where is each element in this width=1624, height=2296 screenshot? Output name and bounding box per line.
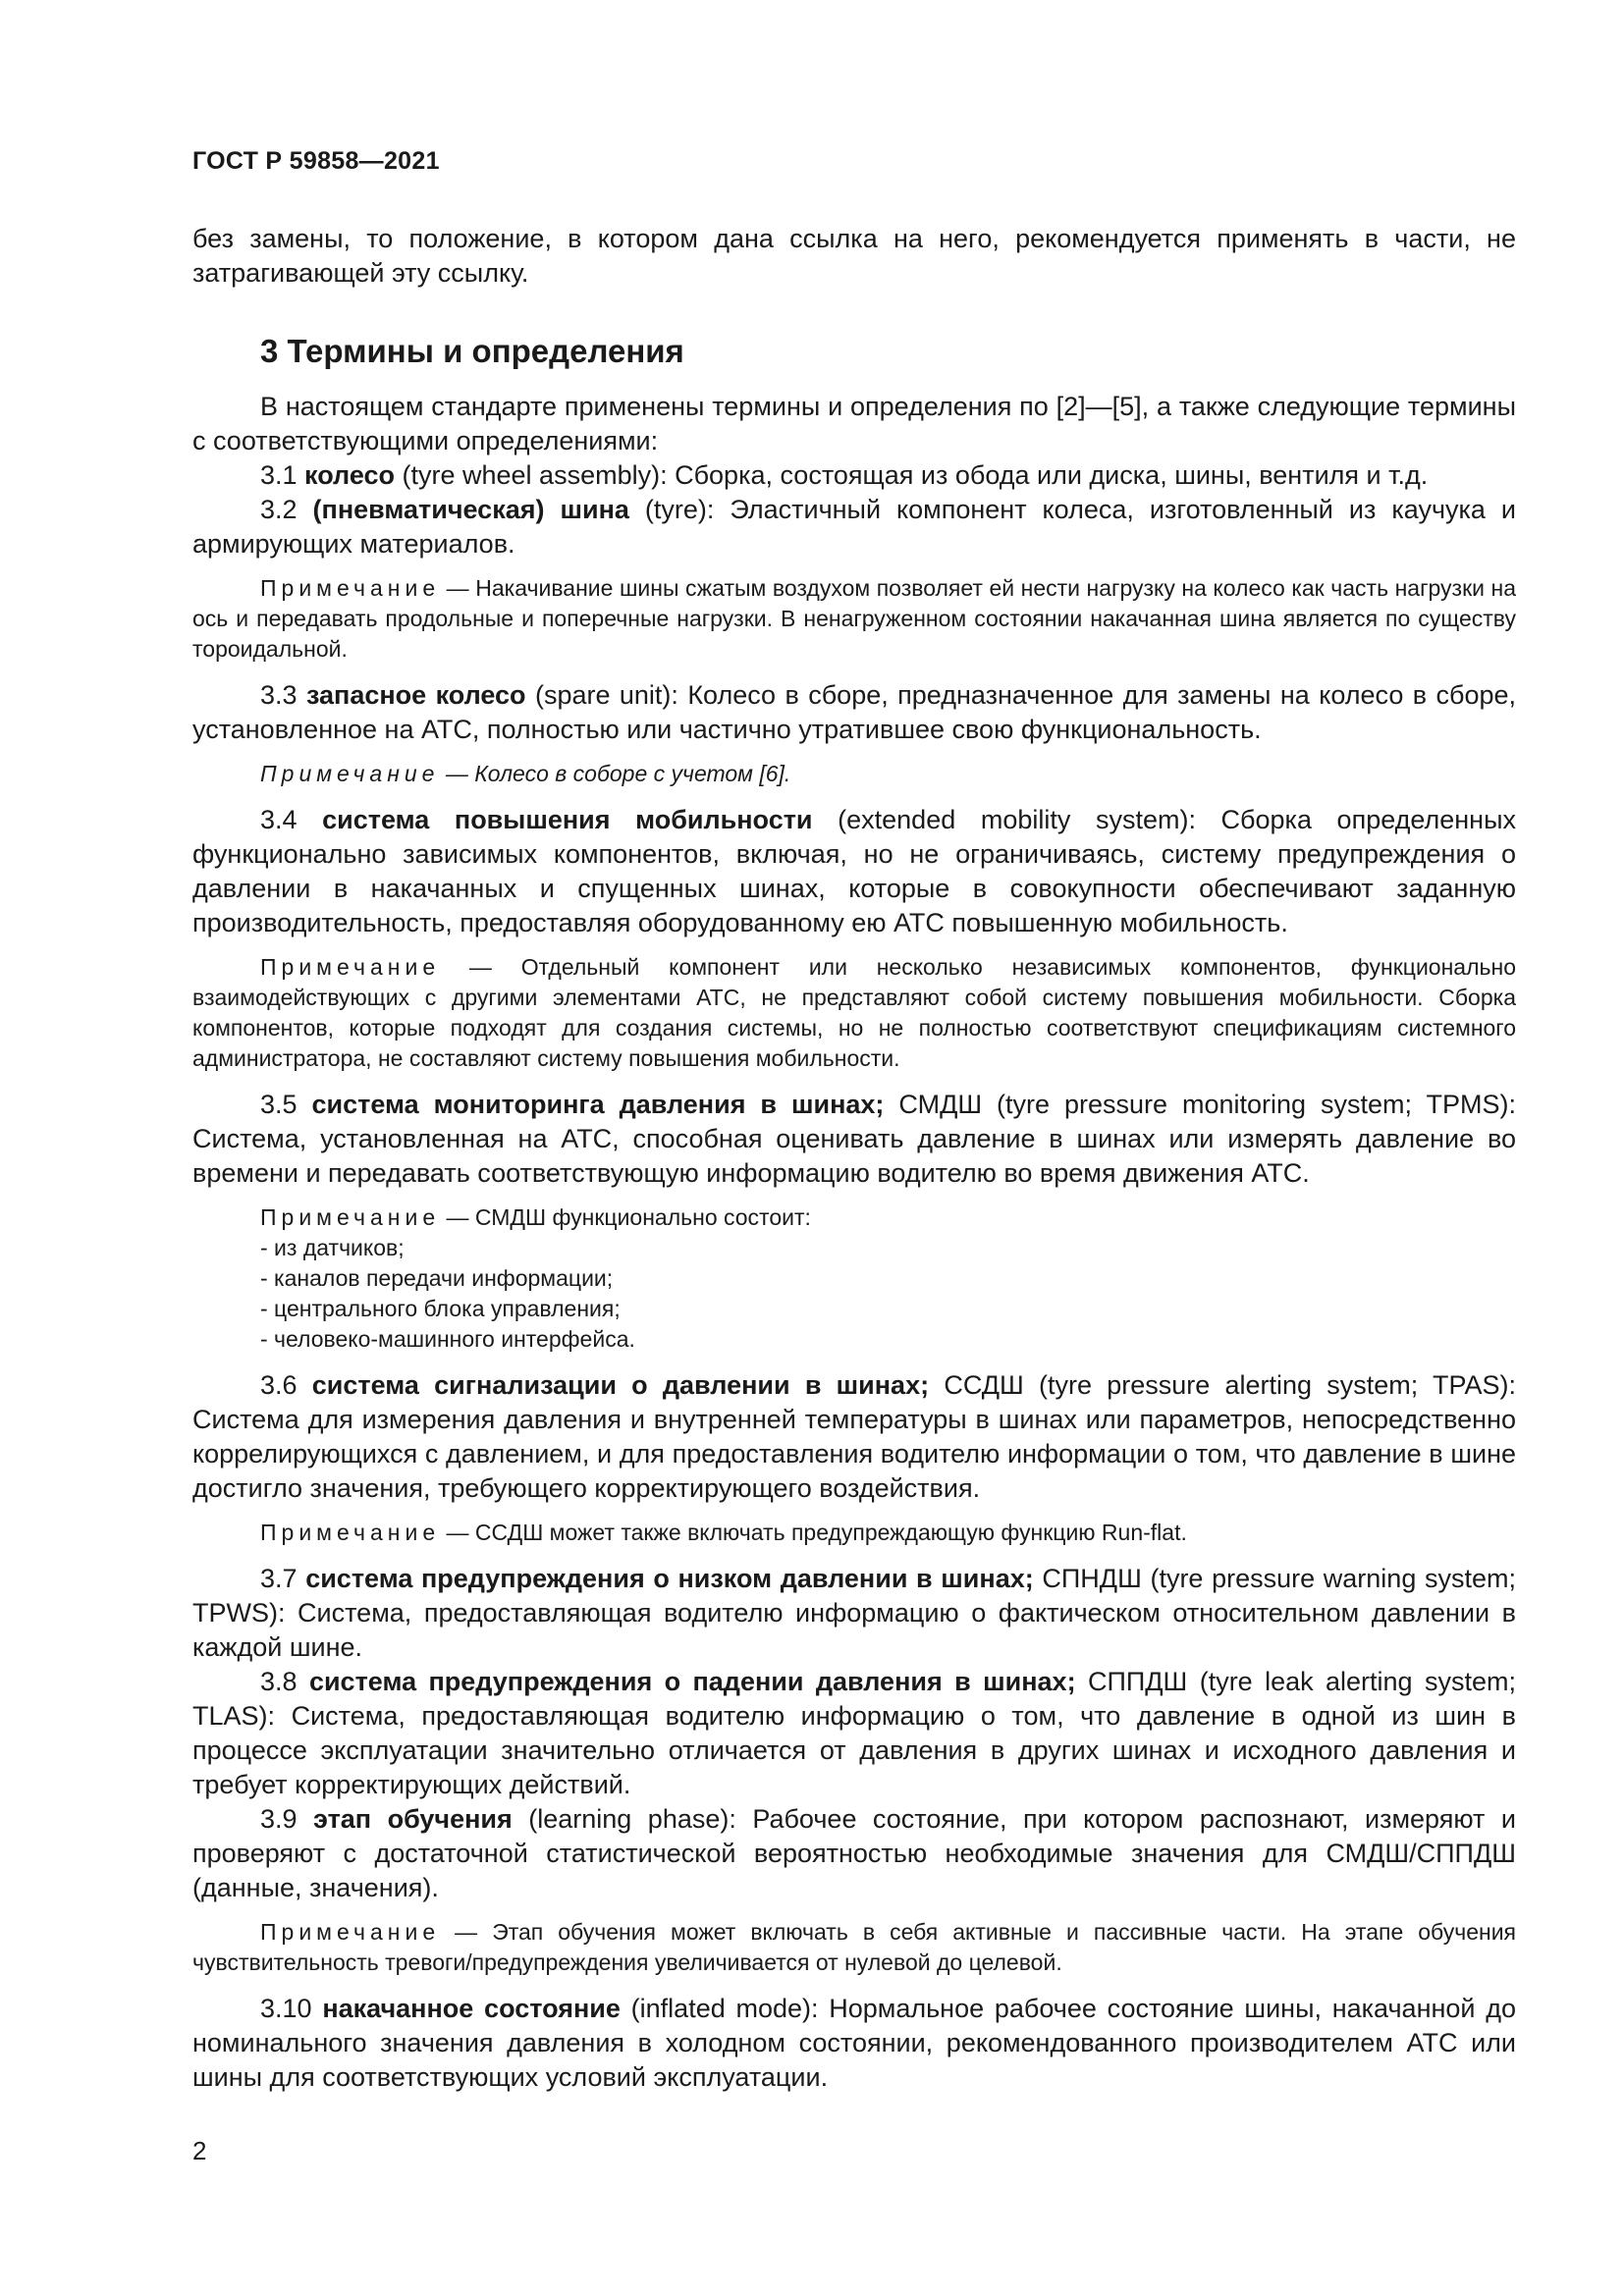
term-3-8: 3.8 система предупреждения о падении давления в шинах; СППДШ (tyre leak alerting system; TLAS): Система, предоставляющая водителю информацию о том, что давление в одной из шин в процессе эксплуатации значительно отличается от давления в других шинах и исходного давления и требует корректирующих действий. <box>192 1667 1516 1799</box>
list-item: - каналов передачи информации; <box>260 1265 614 1291</box>
note-3-9: Примечание — Этап обучения может включать в себя активные и пассивные части. На этапе обучения чувствительность тревоги/предупреждения увеличивается от нулевой до целевой. <box>192 1919 1516 1975</box>
note-3-6: Примечание — ССДШ может также включать предупреждающую функцию Run-flat. <box>260 1520 1187 1545</box>
note-3-2: Примечание — Накачивание шины сжатым воздухом позволяет ей нести нагрузку на колесо как часть нагрузки на ось и передавать продольные и поперечные нагрузки. В ненагруженном состоянии накачанная шина является по существу тороидальной. <box>192 575 1517 662</box>
term-3-1: 3.1 колесо (tyre wheel assembly): Сборка, состоящая из обода или диска, шины, вентиля и т.д. <box>260 460 1429 490</box>
note-3-3: Примечание — Колесо в соборе с учетом [6]. <box>260 761 791 786</box>
note-3-4: Примечание — Отдельный компонент или несколько независимых компонентов, функционально взаимодействующих с другими элементами АТС, не представляют собой систему повышения мобильности. Сборка компонентов, которые подходят для создания системы, но не полностью соответствуют спецификациям системного администратора, не составляют систему повышения мобильности. <box>192 954 1516 1071</box>
list-item: - из датчиков; <box>260 1235 405 1260</box>
note-3-5-list <box>192 1233 1516 1355</box>
term-3-6: 3.6 система сигнализации о давлении в шинах; ССДШ (tyre pressure alerting system; TPAS): Система для измерения давления и внутренней температуры в шинах или параметров, непосредственно коррелирующихся с давлением, и для предоставления водителю информации о том, что давление в шине достигло значения, требующего корректирующего воздействия. <box>192 1370 1517 1503</box>
list-item: - центрального блока управления; <box>260 1296 621 1321</box>
term-3-3: 3.3 запасное колесо (spare unit): Колесо в сборе, предназначенное для замены на колесо в сборе, установленное на АТС, полностью или частично утратившее свою функциональность. <box>192 680 1517 744</box>
term-3-5: 3.5 система мониторинга давления в шинах; СМДШ (tyre pressure monitoring system; TPMS): Система, установленная на АТС, способная оценивать давление в шинах или измерять давление во времени и передавать соответствующую информацию водителю во время движения АТС. <box>192 1090 1517 1188</box>
page-content <box>192 222 1516 2095</box>
term-3-10: 3.10 накачанное состояние (inflated mode): Нормальное рабочее состояние шины, накачанной до номинального значения давления в холодном состоянии, рекомендованного производителем АТС или шины для соответствующих условий эксплуатации. <box>192 1994 1517 2092</box>
intro-paragraph: без замены, то положение, в котором дана ссылка на него, рекомендуется применять в части, не затрагивающей эту ссылку. <box>192 224 1516 288</box>
document-header: ГОСТ Р 59858—2021 <box>192 147 440 175</box>
term-3-9: 3.9 этап обучения (learning phase): Рабочее состояние, при котором распознают, измеряют и проверяют с достаточной статистической вероятностью необходимые значения для СМДШ/СППДШ (данные, значения). <box>192 1804 1516 1902</box>
term-3-4: 3.4 система повышения мобильности (extended mobility system): Сборка определенных функционально зависимых компонентов, включая, но не ограничиваясь, систему предупреждения о давлении в накачанных и спущенных шинах, которые в совокупности обеспечивают заданную производительность, предоставляя оборудованному ею АТС повышенную мобильность. <box>192 805 1516 937</box>
lead-paragraph: В настоящем стандарте применены термины и определения по [2]—[5], а также следующие термины с соответствующими определениями: <box>192 392 1516 455</box>
term-3-2: 3.2 (пневматическая) шина (tyre): Эластичный компонент колеса, изготовленный из каучука и армирующих материалов. <box>192 495 1516 559</box>
section-title: 3 Термины и определения <box>260 333 684 369</box>
term-3-7: 3.7 система предупреждения о низком давлении в шинах; СПНДШ (tyre pressure warning system; TPWS): Система, предоставляющая водителю информацию о фактическом относительном давлении в каждой шине. <box>192 1564 1516 1662</box>
list-item: - человеко-машинного интерфейса. <box>260 1326 635 1352</box>
page-number: 2 <box>192 2136 207 2165</box>
note-3-5: Примечание — СМДШ функционально состоит: <box>260 1204 811 1230</box>
